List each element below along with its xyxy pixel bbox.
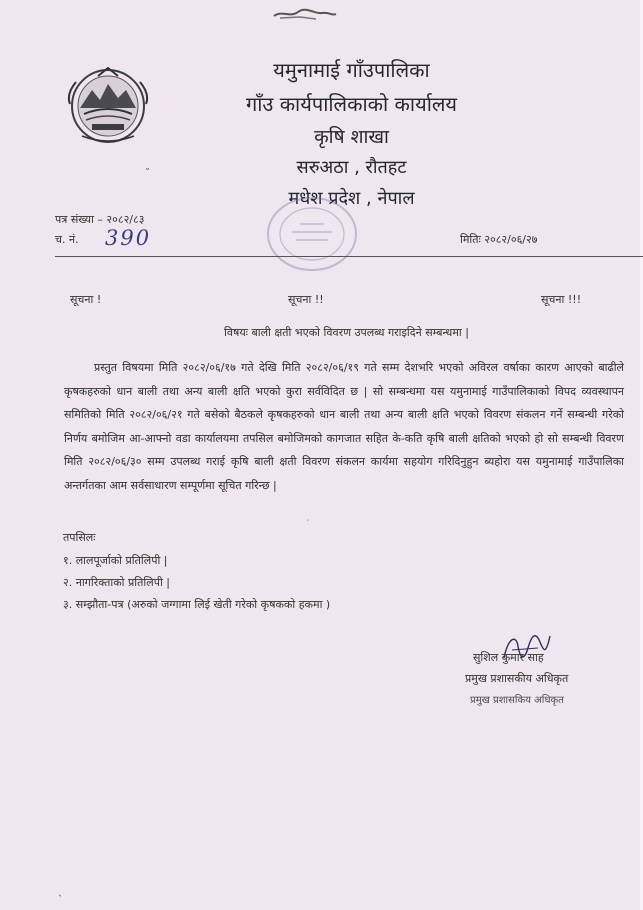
address-locality: सरुअठा , रौतहट — [296, 157, 407, 178]
attachment-item: ३. सम्झौता-पत्र (अरुको जग्गामा लिई खेती गरेको कृषकको हकमा ) — [63, 598, 331, 611]
dispatch-number-label: च. नं. — [55, 233, 79, 246]
attachment-item: २. नागरिक्ताको प्रतिलिपी | — [63, 576, 171, 589]
attachment-item: १. लालपूर्जाको प्रतिलिपी | — [63, 554, 168, 567]
municipality-name: यमुनामाई गाँउपालिका — [273, 58, 430, 82]
notice-heading-left: सूचना ! — [70, 293, 102, 306]
page-corner-mark: ˎ — [58, 886, 63, 897]
signatory-stamp: प्रमुख प्रशासकिय अधिकृत — [470, 695, 564, 706]
faded-office-stamp — [262, 192, 362, 276]
address-province: मधेश प्रदेश , नेपाल — [288, 188, 415, 209]
header-divider — [55, 256, 643, 257]
section-name: कृषि शाखा — [314, 126, 389, 148]
subject-line: विषयः बाली क्षती भएको विवरण उपलब्ध गराइदिने सम्बन्धमा | — [224, 326, 469, 339]
stray-mark: ′ — [307, 519, 310, 529]
notice-heading-right: सूचना !!! — [541, 293, 582, 306]
top-scribble-mark — [270, 4, 340, 24]
letter-date: मितिः २०८२/०६/२७ — [460, 233, 538, 246]
signatory-name: सुशिल कुमार साह — [473, 651, 544, 664]
dispatch-number-handwritten: 390 — [105, 226, 152, 250]
attachments-heading: तपसिलः — [63, 531, 96, 544]
ink-dot: ˘ — [145, 168, 150, 179]
office-name: गाँउ कार्यपालिकाको कार्यालय — [245, 92, 458, 116]
reference-number: पत्र संख्या – २०८२/८३ — [55, 213, 145, 226]
signatory-title: प्रमुख प्रशासकीय अधिकृत — [465, 672, 569, 685]
body-paragraph: प्रस्तुत विषयमा मिति २०८२/०६/१७ गते देखि मिति २०८२/०६/१९ गते सम्म देशभरि भएको अविरल वर्षाका कारण आएको बाढीले कृषकहरुको धान बाली तथा अन्य बाली क्षति भएको कुरा सर्वविदित छ | सो सम्बन्धमा यस यमुनामाई गाउँपालिकाको विपद व्यवस्थापन समितिको मिति २०८२/०६/२१ गते बसेको बैठकले कृषकहरुको धान बाली तथा अन्य बाली क्षति भएको विवरण संकलन गर्ने सम्बन्धी गरेको निर्णय बमोजिम आ-आफ्नो वडा कार्यालयमा तपसिल बमोजिमको कागजात सहित के-कति कृषि बाली क्षतिको भएको हो सो सम्बन्धी विवरण मिति २०८२/०६/३० सम्म उपलब्ध गराई कृषि बाली क्षती विवरण संकलन कार्यमा सहयोग गरिदिनुहुन ब्यहोरा यस यमुनामाई गाउँपालिका अन्तर्गतका आम सर्वसाधारण सम्पूर्णमा सूचित गरिन्छ | — [64, 361, 624, 492]
notice-heading-center: सूचना !! — [288, 293, 324, 306]
